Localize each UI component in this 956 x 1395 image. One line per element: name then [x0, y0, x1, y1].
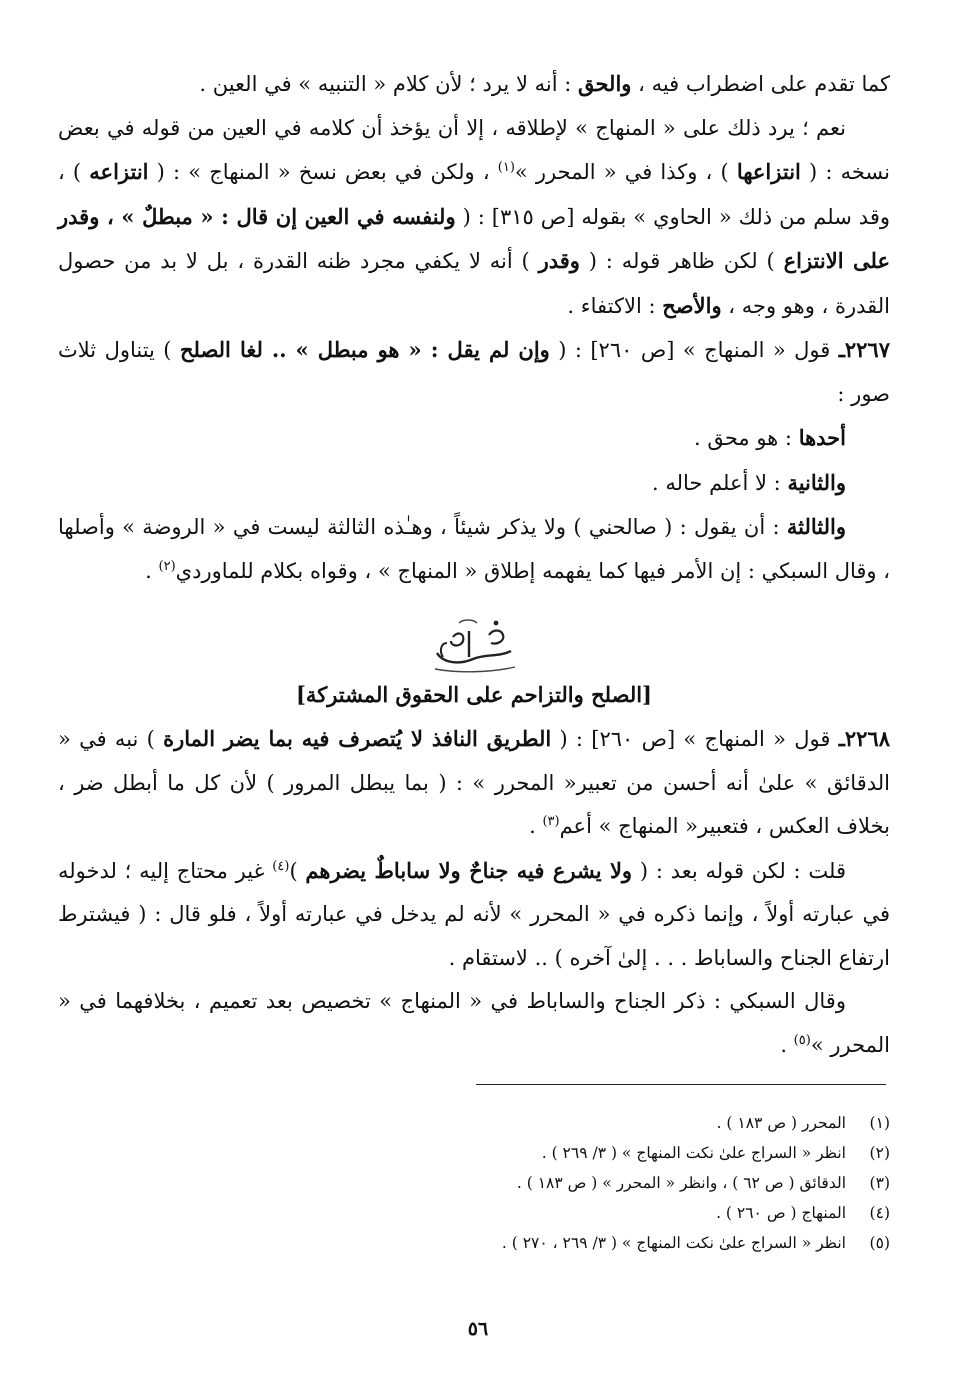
- text-run: ) ، وكذا في « المحرر »: [514, 160, 737, 184]
- text-run: : لا أعلم حاله .: [652, 470, 788, 495]
- bold-quote: الطريق النافذ لا يُتصرف فيه بما يضر المارة: [163, 726, 552, 751]
- paragraph-1: [58, 62, 890, 107]
- text-run: ) أنه لا يكفي مجرد ظنه القدرة ، بل لا بد من حصول القدرة ، وهو وجه ،: [58, 249, 890, 318]
- page-number: ٥٦: [467, 1318, 489, 1340]
- paragraph-7: [58, 717, 890, 849]
- footnote-ref-5: (٥): [793, 1032, 811, 1048]
- text-run: ) نبه في « الدقائق » علىٰ أنه أحسن من تعبير« المحرر » : ( بما يبطل المرور ) لأن كل ما أبطل ضر ، بخلاف العكس ، فتعبير« المنهاج » أعم: [58, 727, 890, 838]
- bold-quote: ولا يشرع فيه جناحٌ ولا ساباطٌ يضرهم: [305, 857, 633, 883]
- text-run: قول « المنهاج » [ص ٢٦٠] : (: [551, 727, 839, 751]
- text-run: نعم ؛ يرد ذلك على « المنهاج » لإطلاقه ، إلا أن يؤخذ أن كلامه في العين من قوله في بعض نسخه : (: [58, 115, 890, 184]
- page-body: [58, 62, 890, 1067]
- bold-term: والثالثة: [786, 514, 846, 539]
- issue-number: ٢٢٦٧ـ: [838, 337, 890, 362]
- footnote-ref-4: (٤): [272, 858, 290, 874]
- text-run: : أن يقول : ( صالحني ) ولا يذكر شيئاً ، وهـٰذه الثالثة ليست في « الروضة » وأصلها ، وقال السبكي : إن الأمر فيها كما يفهمه إطلاق « المنهاج » ، وقواه بكلام للماوردي: [58, 515, 890, 583]
- paragraph-8: [58, 849, 890, 981]
- footnote-text: انظر « السراج علىٰ نكت المنهاج » ( ٣/ ٢٦٩ ) .: [541, 1144, 846, 1162]
- footnote-item: [58, 1108, 890, 1138]
- bold-term: انتزاعه: [89, 159, 149, 184]
- footnote-number: (٢): [869, 1144, 890, 1162]
- footnote-text: انظر « السراج علىٰ نكت المنهاج » ( ٣/ ٢٦٩ ، ٢٧٠ ) .: [501, 1234, 846, 1252]
- text-run: ) لكن ظاهر قوله : (: [579, 249, 784, 273]
- text-run: : هو محق .: [693, 426, 799, 450]
- footnote-ref-1: (١): [497, 160, 515, 175]
- footnote-divider: [476, 1084, 886, 1085]
- footnote-number: (٣): [869, 1174, 890, 1192]
- bold-term: وقدر: [538, 248, 580, 273]
- footnote-number: (١): [869, 1114, 890, 1132]
- footnote-number: (٥): [869, 1234, 890, 1252]
- text-run: ) يتناول ثلاث صور :: [58, 338, 890, 406]
- bold-term: والثانية: [787, 469, 846, 495]
- footnote-text: المحرر ( ص ١٨٣ ) .: [716, 1114, 846, 1132]
- footnote-ref-2: (٢): [158, 558, 176, 574]
- footnote-item: [58, 1228, 890, 1258]
- section-ornament: [58, 613, 890, 675]
- footnote-item: [58, 1138, 890, 1168]
- text-run: .: [145, 558, 159, 583]
- footnote-item: [58, 1168, 890, 1198]
- text-run: قلت : لكن قوله بعد : (: [632, 858, 846, 883]
- text-run: كما تقدم على اضطراب فيه ،: [631, 72, 890, 96]
- issue-number: ٢٢٦٨ـ: [838, 726, 890, 751]
- footnote-text: الدقائق ( ص ٦٢ ) ، وانظر « المحرر » ( ص ١٨٣ ) .: [516, 1174, 846, 1192]
- paragraph-6: [58, 505, 890, 593]
- fasl-calligraphy-icon: [429, 613, 519, 675]
- text-run: ) ، وقد سلم من ذلك « الحاوي » بقوله [ص ٣١٥] : (: [58, 160, 890, 229]
- text-run: : أنه لا يرد ؛ لأن كلام « التنبيه » في العين .: [199, 72, 578, 96]
- paragraph-9: [58, 980, 890, 1067]
- paragraph-2: [58, 107, 890, 329]
- text-run: قول « المنهاج » [ص ٢٦٠] : (: [549, 338, 839, 362]
- paragraph-3: [58, 328, 890, 416]
- text-run: .: [529, 814, 543, 838]
- section-title: [الصلح والتزاحم على الحقوق المشتركة]: [296, 682, 652, 707]
- bold-term: أحدها: [798, 425, 846, 450]
- bold-quote: وإن لم يقل : « هو مبطل » .. لغا الصلح: [179, 337, 550, 362]
- footnote-item: [58, 1198, 890, 1228]
- footnotes: [58, 1108, 890, 1258]
- footnote-text: المنهاج ( ص ٢٦٠ ) .: [716, 1204, 846, 1222]
- bold-quote: ولنفسه في العين إن قال : « مبطلٌ » ، وقدر على الانتزاع: [58, 203, 891, 273]
- text-run: ): [289, 858, 306, 883]
- bold-term: والأصح: [662, 292, 722, 318]
- text-run: : الاكتفاء .: [567, 293, 663, 318]
- footnote-ref-3: (٣): [542, 814, 560, 829]
- text-run: غير محتاج إليه ؛ لدخوله في عبارته أولاً ، وإنما ذكره في « المحرر » لأنه لم يدخل في عبارته أولاً ، فلو قال : ( فيشترط ارتفاع الجناح والساباط . . . إلىٰ آخره ) .. لاستقام .: [58, 858, 890, 970]
- paragraph-4: [58, 416, 890, 461]
- bold-term: والحق: [577, 71, 632, 96]
- footnote-number: (٤): [869, 1204, 890, 1222]
- text-run: .: [780, 1032, 794, 1057]
- text-run: ، ولكن في بعض نسخ « المنهاج » : (: [148, 160, 498, 184]
- paragraph-5: [58, 461, 890, 506]
- text-run: وقال السبكي : ذكر الجناح والساباط في « المنهاج » تخصيص بعد تعميم ، بخلافهما في « المحرر »: [58, 989, 890, 1057]
- bold-term: انتزاعها: [736, 159, 801, 184]
